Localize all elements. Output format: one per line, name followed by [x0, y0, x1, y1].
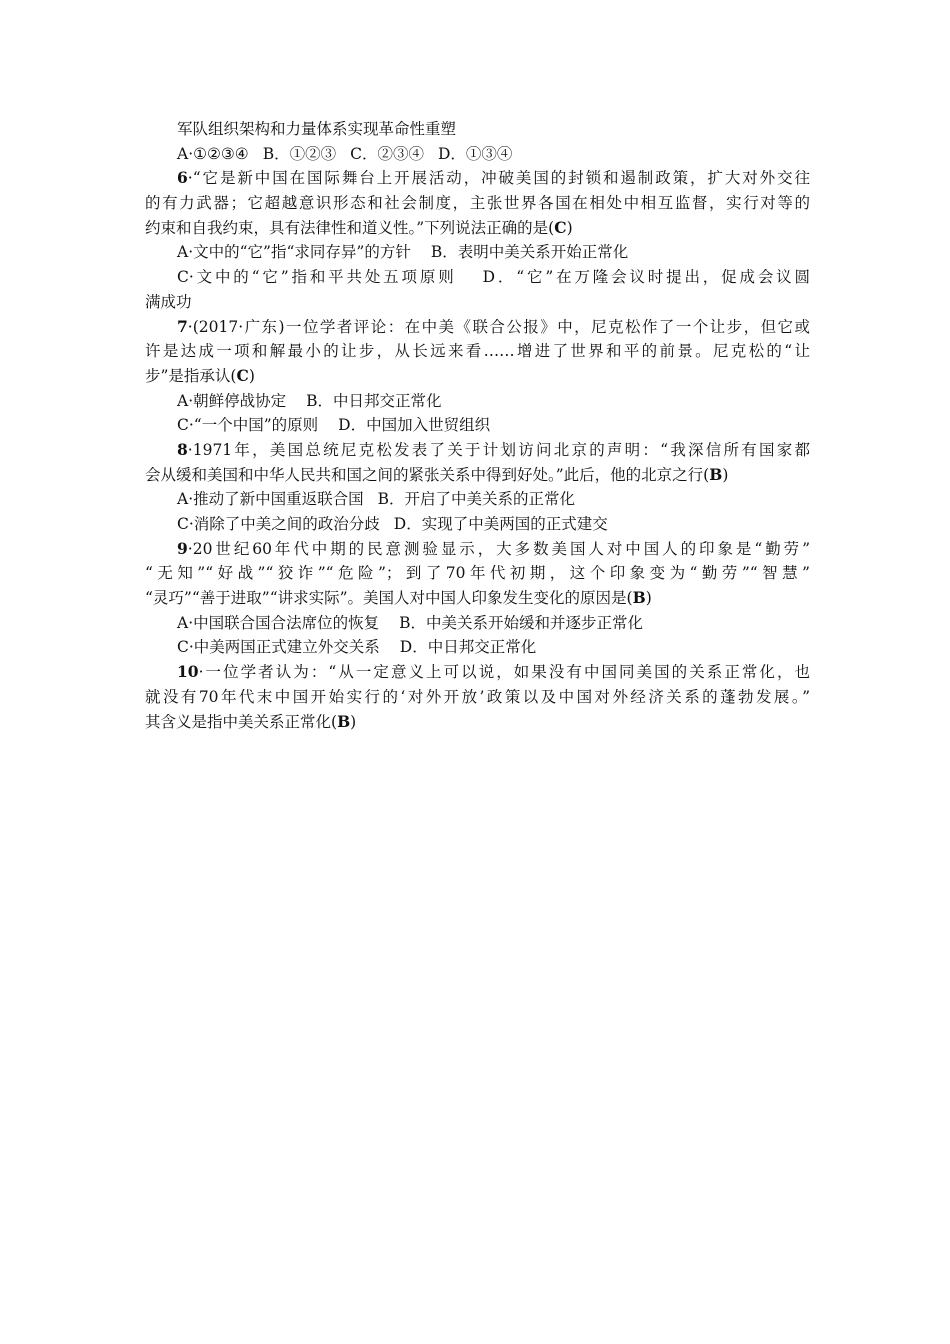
- options-line: [145, 487, 810, 512]
- option-b: B．表明中美关系开始正常化: [430, 243, 629, 262]
- answer-mark: B: [632, 588, 646, 608]
- text-line: “无知”“好战”“狡诈”“危险”；到了70年代初期，这个印象变为“勤劳”“智慧”: [145, 564, 810, 583]
- question-6-line: 6·“它是新中国在国际舞台上开展活动，冲破美国的封锁和遏制政策，扩大对外交往: [177, 168, 810, 188]
- question-9-line: 9·20世纪60年代中期的民意测验显示，大多数美国人对中国人的印象是“勤劳”: [177, 538, 810, 558]
- question-8-line: 8·1971年，美国总统尼克松发表了关于计划访问北京的声明：“我深信所有国家都: [177, 439, 810, 459]
- question-10-line: 10·一位学者认为：“从一定意义上可以说，如果没有中国同美国的关系正常化，也: [177, 662, 810, 682]
- option-b: B．①②③: [262, 144, 337, 163]
- question-number: 10: [177, 662, 199, 682]
- option-c: C·“一个中国”的原则: [177, 416, 319, 435]
- question-number: 8: [177, 439, 188, 459]
- text-line: 就没有70年代末中国开始实行的‘对外开放’政策以及中国对外经济关系的蓬勃发展。”: [145, 687, 810, 706]
- option-d: D．①③④: [437, 144, 513, 163]
- question-text-block: [145, 117, 810, 734]
- options-line: [145, 512, 810, 537]
- option-b: B．中日邦交正常化: [306, 391, 442, 410]
- answer-mark: C: [554, 217, 567, 237]
- option-d: D．中国加入世贸组织: [338, 416, 491, 435]
- option-d: D．中日邦交正常化: [399, 638, 537, 657]
- text-line: 的有力武器；它超越意识形态和社会制度，主张世界各国在相处中相互监督，实行对等的: [145, 194, 810, 213]
- text-line: 约束和自我约束，具有法律性和道义性。”下列说法正确的是(C): [145, 217, 573, 237]
- text-line: 其含义是指中美关系正常化(B): [145, 711, 357, 731]
- question-number: 7: [177, 316, 188, 336]
- options-line: C·文中的“它”指和平共处五项原则 D．“它”在万隆会议时提出，促成会议圆: [177, 268, 810, 287]
- text-line: 会从缓和美国和中华人民共和国之间的紧张关系中得到好处。”此后，他的北京之行(B): [145, 464, 729, 484]
- answer-mark: B: [709, 464, 723, 484]
- option-c: C·中美两国正式建立外交关系: [177, 638, 380, 657]
- options-line: [145, 389, 810, 414]
- question-number: 6: [177, 168, 188, 188]
- option-b: B．开启了中美关系的正常化: [377, 490, 576, 509]
- question-7-line: 7·(2017·广东)一位学者评论：在中美《联合公报》中，尼克松作了一个让步，但它或: [177, 316, 810, 336]
- text-line: 满成功: [145, 292, 192, 311]
- option-a: A·文中的“它”指“求同存异”的方针: [177, 243, 411, 262]
- options-line: [145, 142, 810, 167]
- options-line: [145, 413, 810, 438]
- option-a: A·朝鲜停战协定: [177, 391, 287, 410]
- options-line: [145, 635, 810, 660]
- answer-mark: B: [337, 711, 351, 731]
- option-c: C·消除了中美之间的政治分歧: [177, 515, 380, 533]
- option-a: A·①②③④: [177, 144, 249, 163]
- text-line: 军队组织架构和力量体系实现革命性重塑: [177, 120, 457, 138]
- answer-mark: C: [236, 365, 249, 385]
- options-line: [145, 611, 810, 636]
- option-a: A·推动了新中国重返联合国: [177, 490, 364, 509]
- text-line: 步”是指承认(C): [145, 365, 255, 385]
- text-line: 许是达成一项和解最小的让步，从长远来看……增进了世界和平的前景。尼克松的“让: [145, 342, 810, 361]
- text-line: “灵巧”“善于进取”“讲求实际”。美国人对中国人印象发生变化的原因是(B): [145, 588, 652, 608]
- option-c: C．②③④: [350, 144, 424, 163]
- question-number: 9: [177, 538, 188, 558]
- option-b: B．中美关系开始缓和并逐步正常化: [399, 613, 644, 632]
- option-d: D．实现了中美两国的正式建交: [393, 515, 608, 533]
- option-a: A·中国联合国合法席位的恢复: [177, 613, 380, 632]
- options-line: [145, 240, 810, 265]
